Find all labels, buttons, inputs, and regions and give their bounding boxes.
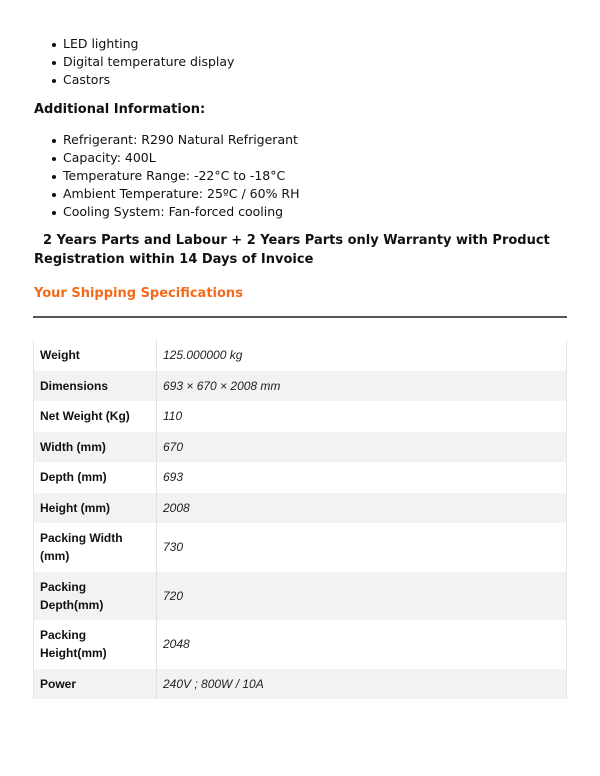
spec-value: 110	[157, 401, 567, 432]
additional-info-item: Cooling System: Fan-forced cooling	[63, 203, 300, 221]
table-row	[34, 371, 567, 402]
table-row	[34, 572, 567, 621]
spec-value: 240V ; 800W / 10A	[157, 669, 567, 700]
spec-value: 730	[157, 523, 567, 572]
spec-value: 720	[157, 572, 567, 621]
warranty-text: 2 Years Parts and Labour + 2 Years Parts only Warranty with Product Registration within 14 Days of Invoice	[34, 233, 550, 267]
spec-value: 2008	[157, 493, 567, 524]
feature-item: Castors	[63, 71, 234, 89]
spec-label: Power	[34, 669, 157, 700]
table-row	[34, 340, 567, 371]
shipping-specs-heading: Your Shipping Specifications	[34, 286, 243, 301]
section-divider	[33, 316, 567, 318]
additional-info-item: Refrigerant: R290 Natural Refrigerant	[63, 132, 298, 147]
spec-value: 693 × 670 × 2008 mm	[157, 371, 567, 402]
spec-label: Packing Height(mm)	[40, 628, 107, 661]
additional-info-item: Capacity: 400L	[63, 149, 300, 167]
table-row	[34, 432, 567, 463]
spec-label: Width (mm)	[34, 432, 157, 463]
spec-value: 670	[157, 432, 567, 463]
spec-label: Height (mm)	[34, 493, 157, 524]
additional-info-item: Temperature Range: -22°C to -18°C	[63, 167, 300, 185]
features-list	[0, 35, 234, 89]
spec-label: Weight	[40, 348, 80, 363]
spec-value: 2048	[157, 620, 567, 669]
table-row	[34, 462, 567, 493]
spec-value: 125.000000 kg	[157, 340, 567, 371]
spec-label: Depth (mm)	[40, 470, 107, 485]
table-row	[34, 523, 567, 572]
additional-info-heading: Additional Information:	[34, 102, 206, 117]
additional-info-item: Ambient Temperature: 25ºC / 60% RH	[63, 186, 300, 201]
feature-item: LED lighting	[63, 35, 234, 53]
spec-label: Dimensions	[34, 371, 157, 402]
table-row	[34, 669, 567, 700]
spec-label: Net Weight (Kg)	[40, 409, 130, 424]
spec-label: Packing Depth(mm)	[34, 572, 157, 621]
shipping-specs-table	[33, 340, 567, 699]
table-row	[34, 401, 567, 432]
spec-value: 693	[157, 462, 567, 493]
spec-label: Packing Width (mm)	[40, 531, 123, 564]
table-row	[34, 493, 567, 524]
feature-item: Digital temperature display	[63, 54, 235, 69]
additional-info-list	[0, 131, 300, 221]
table-row	[34, 620, 567, 669]
